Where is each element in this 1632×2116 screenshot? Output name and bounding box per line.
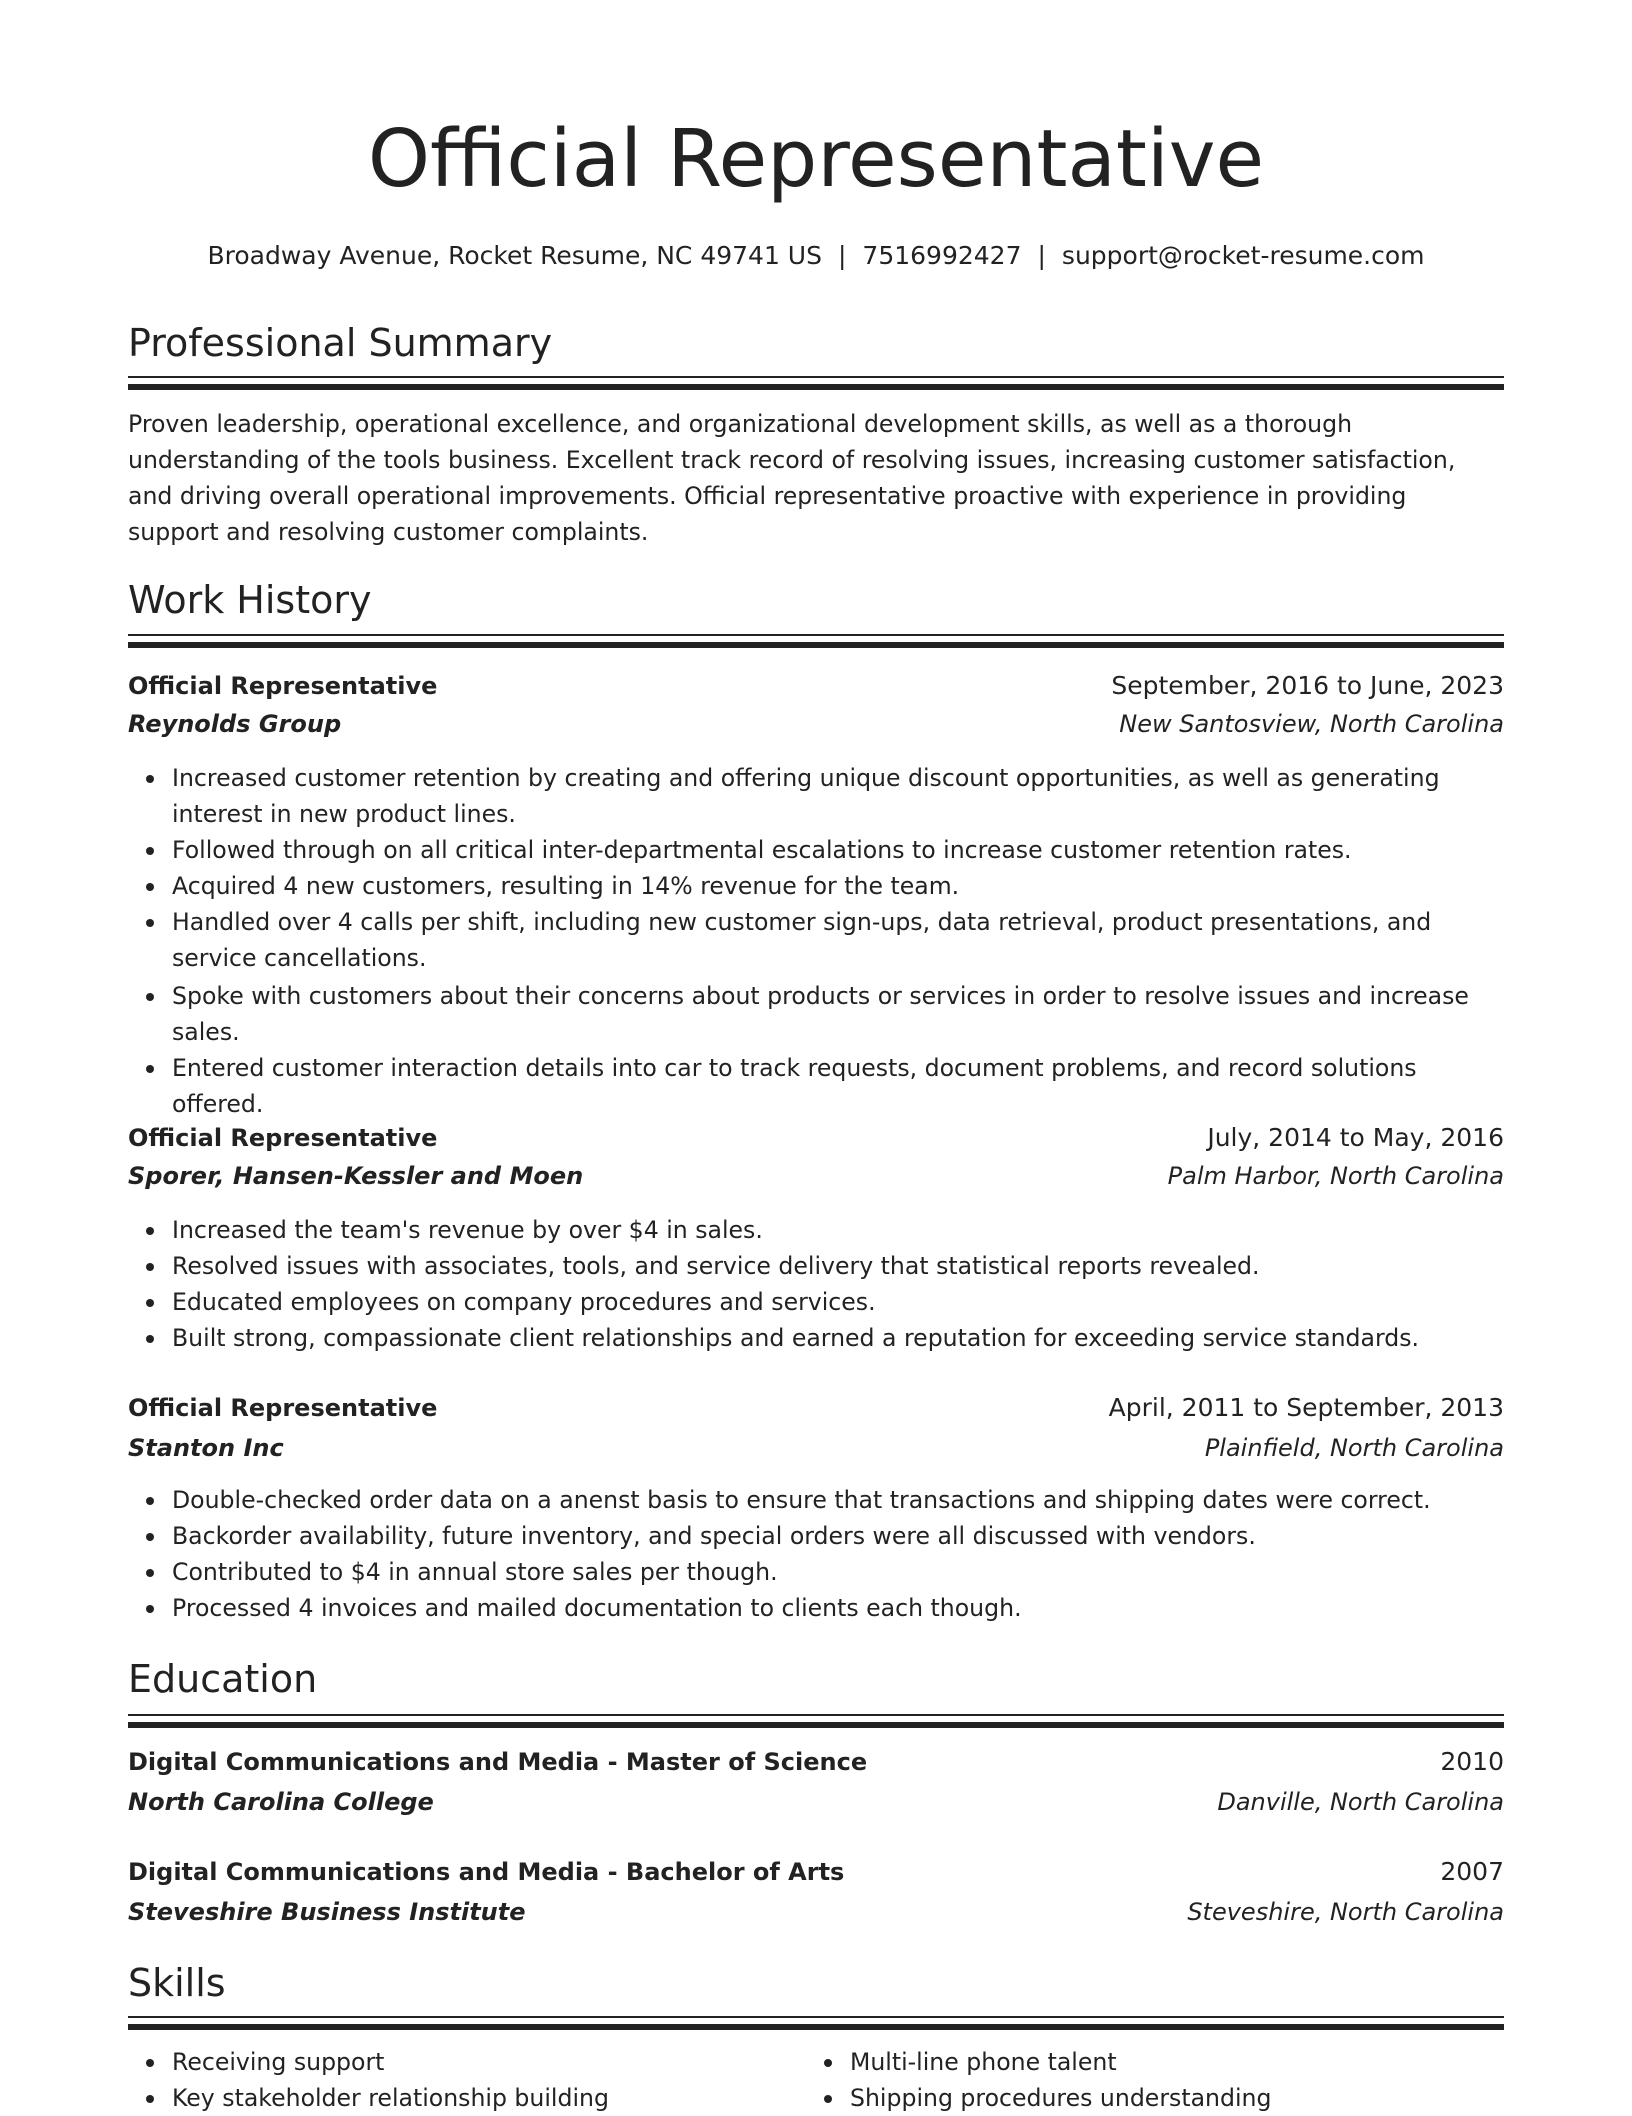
job-header xyxy=(128,1120,1504,1156)
education-year: 2007 xyxy=(1440,1857,1504,1886)
list-item: Entered customer interaction details into car to track requests, document problems, and record solutions offered. xyxy=(172,1050,1504,1122)
job-location: Plainfield, North Carolina xyxy=(1204,1434,1504,1462)
list-item: Processed 4 invoices and mailed documentation to clients each though. xyxy=(172,1590,1504,1626)
job-header xyxy=(128,1390,1504,1426)
job-bullets xyxy=(128,760,1504,1122)
contact-address: Broadway Avenue, Rocket Resume, NC 49741 US xyxy=(207,241,822,270)
education-subheader xyxy=(128,1784,1504,1820)
skills-column-left xyxy=(128,2044,806,2116)
contact-separator: | xyxy=(837,241,847,270)
job-location: New Santosview, North Carolina xyxy=(1119,710,1504,738)
section-title-education: Education xyxy=(128,1657,318,1701)
summary-text: Proven leadership, operational excellence, and organizational development skills, as well as a thorough understanding of the tools business. Excellent track record of resolving issues, increasing customer satisfaction, and driving overall operational improvements. Official representative proactive with experience in providing support and resolving customer complaints. xyxy=(128,410,1456,546)
job-company: Stanton Inc xyxy=(128,1434,284,1462)
list-item: Key stakeholder relationship building xyxy=(172,2080,806,2116)
education-location: Steveshire, North Carolina xyxy=(1187,1898,1504,1926)
list-item: Educated employees on company procedures and services. xyxy=(172,1284,1504,1320)
list-item: Double-checked order data on a anenst basis to ensure that transactions and shipping dates were correct. xyxy=(172,1482,1504,1518)
education-degree: Digital Communications and Media - Bachelor of Arts xyxy=(128,1858,845,1886)
job-company: Sporer, Hansen-Kessler and Moen xyxy=(128,1162,584,1190)
job-role: Official Representative xyxy=(128,1124,438,1152)
education-header xyxy=(128,1744,1504,1780)
job-company: Reynolds Group xyxy=(128,710,342,738)
education-degree: Digital Communications and Media - Master of Science xyxy=(128,1748,868,1776)
contact-phone: 7516992427 xyxy=(862,241,1022,270)
education-subheader xyxy=(128,1894,1504,1930)
list-item: Spoke with customers about their concerns about products or services in order to resolve issues and increase sales. xyxy=(172,978,1504,1050)
section-title-work-history: Work History xyxy=(128,578,372,622)
section-divider xyxy=(128,2016,1504,2028)
section-divider xyxy=(128,376,1504,388)
section-title-summary: Professional Summary xyxy=(128,321,553,365)
education-location: Danville, North Carolina xyxy=(1217,1788,1504,1816)
job-subheader xyxy=(128,1430,1504,1466)
job-header xyxy=(128,668,1504,704)
job-role: Official Representative xyxy=(128,1394,438,1422)
section-title-skills: Skills xyxy=(128,1961,226,2005)
list-item: Increased customer retention by creating and offering unique discount opportunities, as well as generating interest in new product lines. xyxy=(172,760,1504,832)
education-school: North Carolina College xyxy=(128,1788,434,1816)
job-location: Palm Harbor, North Carolina xyxy=(1167,1162,1504,1190)
skills-list xyxy=(128,2044,1504,2116)
candidate-name: Official Representative xyxy=(367,113,1265,205)
list-item: Followed through on all critical inter-departmental escalations to increase customer retention rates. xyxy=(172,832,1504,868)
list-item: Increased the team's revenue by over $4 in sales. xyxy=(172,1212,1504,1248)
list-item: Handled over 4 calls per shift, including new customer sign-ups, data retrieval, product presentations, and service cancellations. xyxy=(172,904,1504,976)
job-subheader xyxy=(128,706,1504,742)
job-bullets xyxy=(128,1212,1504,1356)
list-item: Resolved issues with associates, tools, and service delivery that statistical reports revealed. xyxy=(172,1248,1504,1284)
education-school: Steveshire Business Institute xyxy=(128,1898,526,1926)
education-year: 2010 xyxy=(1440,1747,1504,1776)
list-item: Contributed to $4 in annual store sales per though. xyxy=(172,1554,1504,1590)
list-item: Built strong, compassionate client relationships and earned a reputation for exceeding service standards. xyxy=(172,1320,1504,1356)
contact-separator: | xyxy=(1037,241,1046,270)
job-subheader xyxy=(128,1158,1504,1194)
job-role: Official Representative xyxy=(128,672,438,700)
contact-email: support@rocket-resume.com xyxy=(1061,241,1425,270)
education-header xyxy=(128,1854,1504,1890)
section-divider xyxy=(128,1714,1504,1726)
list-item: Multi-line phone talent xyxy=(850,2044,1484,2080)
list-item: Backorder availability, future inventory, and special orders were all discussed with vendors. xyxy=(172,1518,1504,1554)
job-dates: April, 2011 to September, 2013 xyxy=(1108,1393,1504,1422)
list-item: Acquired 4 new customers, resulting in 14% revenue for the team. xyxy=(172,868,1504,904)
list-item: Shipping procedures understanding xyxy=(850,2080,1484,2116)
section-divider xyxy=(128,634,1504,646)
contact-line xyxy=(0,238,1632,274)
job-dates: September, 2016 to June, 2023 xyxy=(1111,671,1504,700)
job-dates: July, 2014 to May, 2016 xyxy=(1207,1123,1504,1152)
list-item: Receiving support xyxy=(172,2044,806,2080)
job-bullets xyxy=(128,1482,1504,1626)
skills-column-right xyxy=(806,2044,1484,2116)
